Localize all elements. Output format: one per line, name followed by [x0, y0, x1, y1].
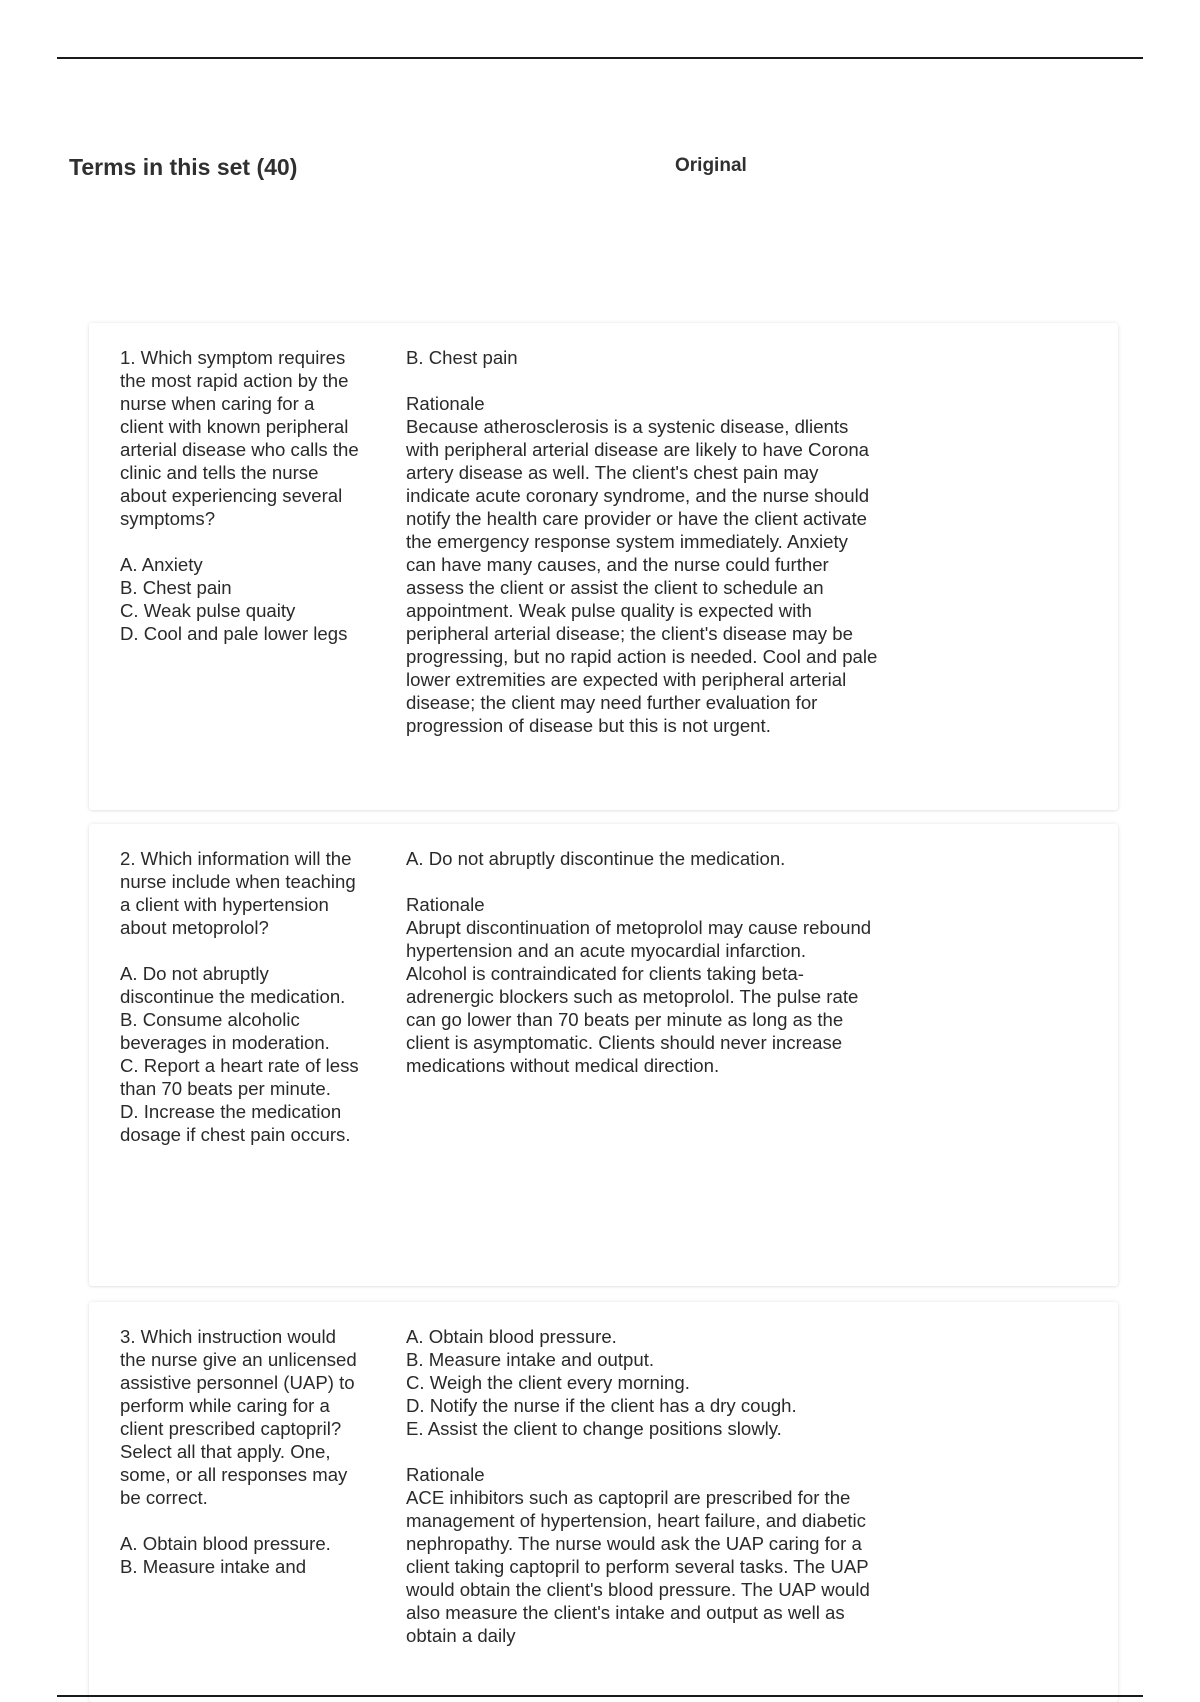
- definition-text: A. Do not abruptly discontinue the medication. Rationale Abrupt discontinuation of metoprolol may cause rebound hypertension and an acute myocardial infarction. Alcohol is contraindicated for clients taking beta-adrenergic blockers such as metoprolol. The pulse rate can go lower than 70 beats per minute as long as the client is asymptomatic. Clients should never increase medications without medical direction.: [406, 848, 872, 1076]
- term-card: [89, 323, 1118, 810]
- set-title: Terms in this set (40): [69, 154, 298, 180]
- top-rule: [57, 57, 1143, 59]
- term-text: 2. Which information will the nurse include when teaching a client with hypertension about metoprolol? A. Do not abruptly discontinue the medication. B. Consume alcoholic beverages in moderation. C. Report a heart rate of less than 70 beats per minute. D. Increase the medication dosage if chest pain occurs.: [120, 848, 359, 1145]
- definition-text: A. Obtain blood pressure. B. Measure intake and output. C. Weigh the client every morning. D. Notify the nurse if the client has a dry cough. E. Assist the client to change positions slowly. Rationale ACE inhibitors such as captopril are prescribed for the management of hypertension, heart failure, and diabetic nephropathy. The nurse would ask the UAP caring for a client taking captopril to perform several tasks. The UAP would obtain the client's blood pressure. The UAP would also measure the client's intake and output as well as obtain a daily: [406, 1326, 870, 1646]
- term-card: [89, 824, 1118, 1286]
- definition-text: B. Chest pain Rationale Because atherosclerosis is a systenic disease, dlients with peripheral arterial disease are likely to have Corona artery disease as well. The client's chest pain may indicate acute coronary syndrome, and the nurse should notify the health care provider or have the client activate the emergency response system immediately. Anxiety can have many causes, and the nurse could further assess the client or assist the client to schedule an appointment. Weak pulse quality is expected with peripheral arterial disease; the client's disease may be progressing, but no rapid action is needed. Cool and pale lower extremities are expected with peripheral arterial disease; the client may need further evaluation for progression of disease but this is not urgent.: [406, 347, 878, 736]
- bottom-rule: [57, 1695, 1143, 1697]
- term-card: [89, 1302, 1118, 1702]
- set-label: Original: [675, 155, 747, 176]
- term-text: 1. Which symptom requires the most rapid action by the nurse when caring for a client with known peripheral arterial disease who calls the clinic and tells the nurse about experiencing several symptoms? A. Anxiety B. Chest pain C. Weak pulse quaity D. Cool and pale lower legs: [120, 347, 359, 644]
- term-text: 3. Which instruction would the nurse give an unlicensed assistive personnel (UAP) to perform while caring for a client prescribed captopril? Select all that apply. One, some, or all responses may be correct. A. Obtain blood pressure. B. Measure intake and: [120, 1326, 357, 1577]
